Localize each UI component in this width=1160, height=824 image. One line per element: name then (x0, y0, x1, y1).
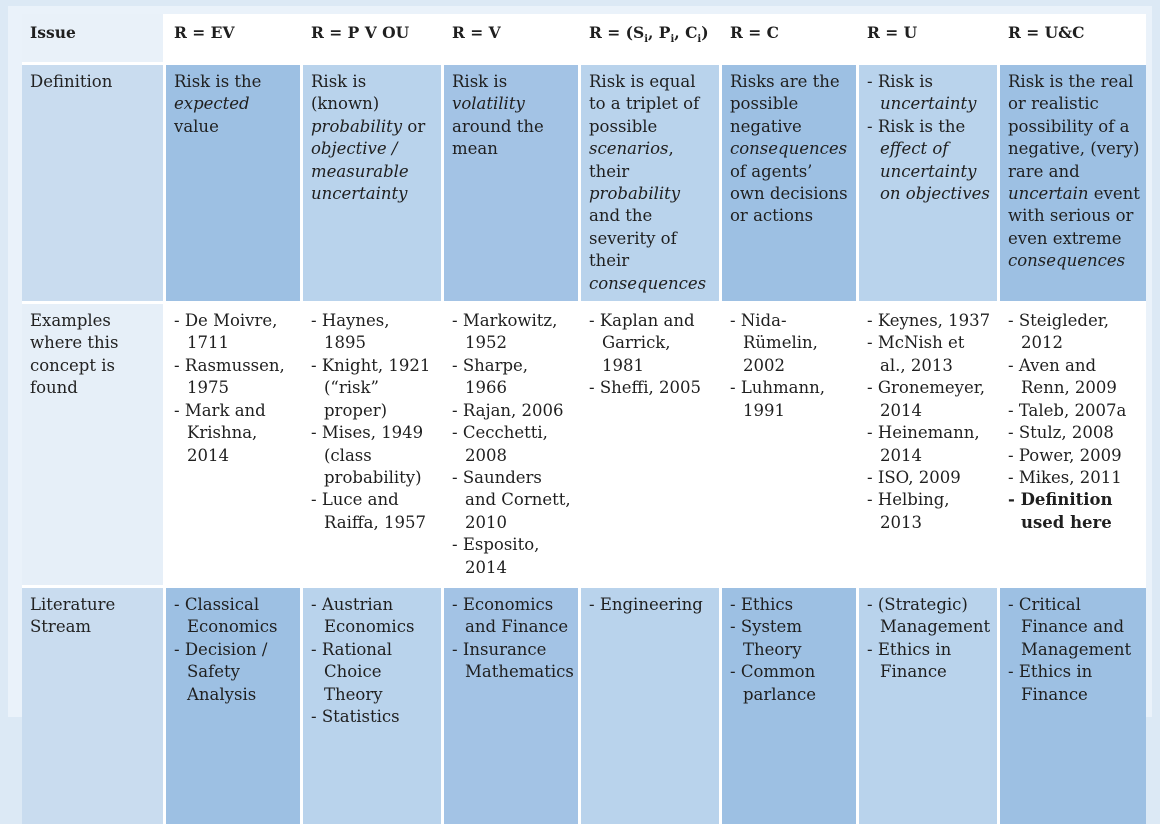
list-item: - Classical Economics (174, 594, 295, 639)
text: value (174, 116, 219, 136)
list-item: - Stulz, 2008 (1008, 422, 1141, 444)
definition-row (22, 65, 1146, 304)
item-list (452, 594, 573, 684)
list-item: - McNish et al., 2013 (867, 332, 992, 377)
list-item: - Knight, 1921 (“risk” proper) (311, 355, 436, 422)
examples-cell (303, 304, 444, 588)
examples-cell (722, 304, 859, 588)
list-item: - Rational Choice Theory (311, 639, 436, 706)
header-r-ev: R = EV (166, 14, 303, 65)
item-list (174, 594, 295, 706)
header-triplet-c: , C (674, 23, 698, 42)
list-item: - Common parlance (730, 661, 851, 706)
list-item: - Mikes, 2011 (1008, 467, 1141, 489)
list-item: - Rasmussen, 1975 (174, 355, 295, 400)
literature-cell (444, 588, 581, 824)
italic-text: expected (174, 94, 250, 114)
item-list (867, 310, 992, 534)
list-item: - Helbing, 2013 (867, 489, 992, 534)
item-list (867, 71, 992, 205)
list-item: - Esposito, 2014 (452, 534, 573, 579)
italic-text: uncertain (1008, 184, 1089, 204)
list-item: - Critical Finance and Management (1008, 594, 1141, 661)
italic-text: probability (311, 116, 403, 136)
list-item: - Aven and Renn, 2009 (1008, 355, 1141, 400)
row-label-literature: Literature Stream (22, 588, 166, 824)
list-item: - (Strategic) Management (867, 594, 992, 639)
text: Risk is the (877, 116, 966, 136)
row-label-examples: Examples where this concept is found (22, 304, 166, 588)
italic-text: scenarios (589, 139, 669, 159)
text: Risk is equal to a triplet of possible (589, 72, 700, 136)
literature-cell (303, 588, 444, 824)
list-item: - Gronemeyer, 2014 (867, 377, 992, 422)
text: Risk is the real or realistic possibility of a negative, (very) rare and (1008, 72, 1140, 181)
text: Risks are the possible negative (730, 72, 840, 136)
italic-text: uncertainty (880, 94, 977, 114)
definition-cell (166, 65, 303, 304)
header-triplet-p-sub: i (670, 34, 675, 46)
text: Risk is (877, 72, 933, 91)
item-list (311, 310, 436, 534)
item-list (1008, 594, 1141, 706)
literature-cell (859, 588, 1000, 824)
header-row (22, 14, 1146, 65)
list-item: - Saunders and Cornett, 2010 (452, 467, 573, 534)
header-triplet-s-sub: i (644, 34, 649, 46)
list-item: - De Moivre, 1711 (174, 310, 295, 355)
row-label-definition: Definition (22, 65, 166, 304)
list-item: - Ethics in Finance (867, 639, 992, 684)
list-item: - Decision / Safety Analysis (174, 639, 295, 706)
list-item: - Power, 2009 (1008, 445, 1141, 467)
list-item: - Ethics (730, 594, 851, 616)
definition-cell (859, 65, 1000, 304)
header-r-v: R = V (444, 14, 581, 65)
list-item: - Taleb, 2007a (1008, 400, 1141, 422)
literature-cell (722, 588, 859, 824)
list-item: - Kaplan and Garrick, 1981 (589, 310, 714, 377)
list-item: - Mises, 1949 (class probability) (311, 422, 436, 489)
header-triplet-prefix: R = (S (589, 23, 645, 42)
list-item: - Rajan, 2006 (452, 400, 573, 422)
text: of agents’ own decisions or actions (730, 161, 848, 226)
text: Risk is the (174, 72, 262, 91)
item-list (589, 594, 714, 616)
text: or (402, 116, 426, 136)
text: Risk is (known) (311, 72, 380, 114)
text: Risk is (452, 72, 508, 91)
list-item: - Markowitz, 1952 (452, 310, 573, 355)
list-item: - Keynes, 1937 (867, 310, 992, 332)
list-item: - Austrian Economics (311, 594, 436, 639)
item-list (174, 310, 295, 467)
list-item: - Luce and Raiffa, 1957 (311, 489, 436, 534)
examples-row (22, 304, 1146, 588)
item-list (867, 594, 992, 684)
text: , their (589, 139, 674, 181)
list-item: - Nida-Rümelin, 2002 (730, 310, 851, 377)
italic-text: consequences (1008, 251, 1126, 271)
item-list (730, 310, 851, 422)
literature-row (22, 588, 1146, 824)
list-item: - Economics and Finance (452, 594, 573, 639)
header-triplet-c-sub: i (697, 34, 702, 46)
header-triplet-p: , P (648, 23, 671, 42)
header-r-c: R = C (722, 14, 859, 65)
header-r-triplet (581, 14, 722, 65)
italic-text: consequences (589, 273, 707, 293)
examples-cell (444, 304, 581, 588)
definition-cell (722, 65, 859, 304)
list-item: - Ethics in Finance (1008, 661, 1141, 706)
item-list (1008, 310, 1141, 534)
text: around the mean (452, 116, 544, 159)
list-item (867, 71, 992, 116)
item-list (311, 594, 436, 728)
list-item: - Steigleder, 2012 (1008, 310, 1141, 355)
list-item: - Heinemann, 2014 (867, 422, 992, 467)
item-list (452, 310, 573, 579)
text: and the severity of their (589, 206, 677, 271)
header-r-u: R = U (859, 14, 1000, 65)
italic-text: volatility (452, 94, 525, 114)
list-item: - Sheffi, 2005 (589, 377, 714, 399)
examples-cell (166, 304, 303, 588)
examples-cell (1000, 304, 1146, 588)
risk-concepts-table (22, 14, 1146, 824)
list-item: - Sharpe, 1966 (452, 355, 573, 400)
header-r-u-and-c: R = U&C (1000, 14, 1146, 65)
list-item: - Mark and Krishna, 2014 (174, 400, 295, 467)
definition-cell (581, 65, 722, 304)
examples-cell (581, 304, 722, 588)
list-item: - Statistics (311, 706, 436, 728)
list-item: - Insurance Mathematics (452, 639, 573, 684)
list-item: - Definition used here (1008, 489, 1141, 534)
literature-cell (581, 588, 722, 824)
text: event with serious or even extreme (1008, 184, 1140, 248)
definition-cell (444, 65, 581, 304)
literature-cell (1000, 588, 1146, 824)
examples-cell (859, 304, 1000, 588)
list-item (867, 116, 992, 206)
list-item: - ISO, 2009 (867, 467, 992, 489)
list-item: - System Theory (730, 616, 851, 661)
definition-cell (303, 65, 444, 304)
list-item: - Engineering (589, 594, 714, 616)
header-triplet-suffix: ) (701, 23, 709, 42)
italic-text: consequences (730, 139, 848, 159)
item-list (589, 310, 714, 400)
list-item: - Haynes, 1895 (311, 310, 436, 355)
list-item: - Cecchetti, 2008 (452, 422, 573, 467)
item-list (730, 594, 851, 706)
italic-text: objective / measurable uncertainty (311, 139, 409, 204)
header-r-p-v-ou: R = P V OU (303, 14, 444, 65)
literature-cell (166, 588, 303, 824)
definition-cell (1000, 65, 1146, 304)
italic-text: probability (589, 184, 681, 204)
italic-text: effect of uncertainty on objectives (880, 139, 990, 204)
list-item: - Luhmann, 1991 (730, 377, 851, 422)
header-issue: Issue (22, 14, 166, 65)
table-frame (8, 6, 1152, 726)
